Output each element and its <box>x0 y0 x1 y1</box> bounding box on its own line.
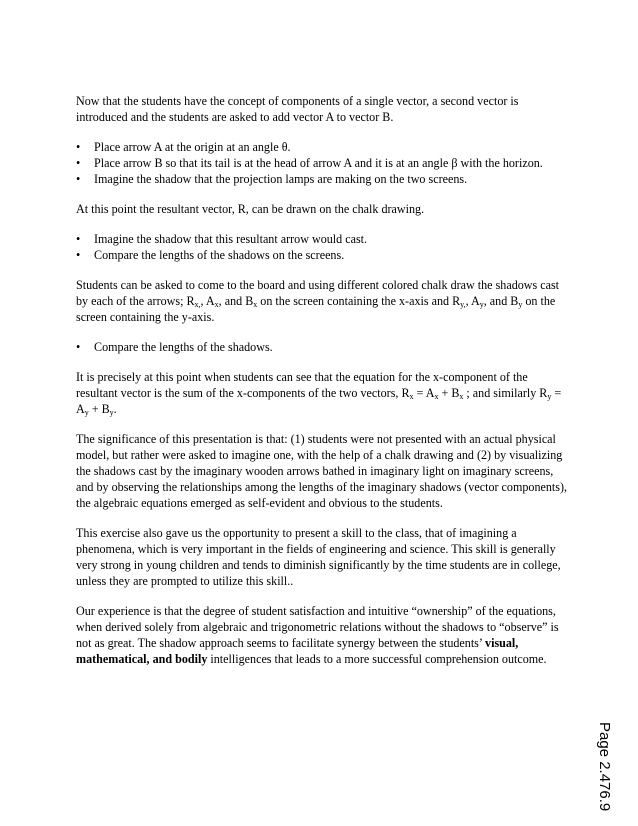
text-run: on the screen containing the x-axis and R <box>257 294 461 308</box>
bullet-icon: • <box>76 340 81 354</box>
text-run: on the screen containing the y-axis. <box>76 294 556 324</box>
subscript: y <box>479 300 484 309</box>
subscript: y, <box>460 300 466 309</box>
bullet-list-2 <box>76 231 572 263</box>
paragraph-resultant: At this point the resultant vector, R, can be drawn on the chalk drawing. <box>76 202 425 216</box>
text-run: + B <box>88 402 110 416</box>
subscript: y <box>518 300 523 309</box>
subscript: y <box>109 408 114 417</box>
bold-text: visual, mathematical, and bodily <box>76 636 519 666</box>
paragraph-intro: Now that the students have the concept of components of a single vector, a second vector is introduced and the students are asked to add vector A to vector B. <box>76 94 519 124</box>
list-item-text: Imagine the shadow that this resultant arrow would cast. <box>94 232 368 246</box>
subscript: x <box>409 392 414 401</box>
list-item-text: Place arrow B so that its tail is at the head of arrow A and it is at an angle β with the horizon. <box>94 156 543 170</box>
text-run: , A <box>465 294 480 308</box>
text-run: , A <box>200 294 215 308</box>
text-run: , and B <box>218 294 254 308</box>
text-run: intelligences that leads to a more successful comprehension outcome. <box>207 652 547 666</box>
list-item <box>76 339 572 355</box>
list-item-text: Compare the lengths of the shadows on the screens. <box>94 248 345 262</box>
list-item-text: Compare the lengths of the shadows. <box>94 340 273 354</box>
subscript: y <box>547 392 552 401</box>
paragraph-students-board <box>76 277 572 325</box>
text-run: . <box>113 402 117 416</box>
text-run: Our experience is that the degree of student satisfaction and intuitive “ownership” of the equations, when derived solely from algebraic and trigonometric relations without the shadows to “observe” is not as great. The shadow approach seems to facilitate synergy between the students’ <box>76 604 559 650</box>
subscript: x <box>253 300 258 309</box>
subscript: x <box>459 392 464 401</box>
bullet-icon: • <box>76 248 81 262</box>
list-item <box>76 231 572 247</box>
bullet-list-3 <box>76 339 572 355</box>
list-item-text: Place arrow A at the origin at an angle θ. <box>94 140 291 154</box>
bullet-icon: • <box>76 140 81 154</box>
text-run: = A <box>76 386 562 416</box>
list-item <box>76 139 572 155</box>
text-run: + B <box>438 386 460 400</box>
text-run: It is precisely at this point when students can see that the equation for the x-component of the resultant vector is the sum of the x-components of the two vectors, R <box>76 370 528 400</box>
paragraph-significance: The significance of this presentation is that: (1) students were not presented with an actual physical model, but rather were asked to imagine one, with the help of a chalk drawing and (2) by visualizing the shadows cast by the imaginary wooden arrows bathed in imaginary light on imaginary screens, and by observing the relationships among the lengths of the imaginary shadows (vector components), the algebraic equations emerged as self-evident and obvious to the students. <box>76 432 568 510</box>
paragraph-exercise: This exercise also gave us the opportunity to present a skill to the class, that of imagining a phenomena, which is very important in the fields of engineering and science. This skill is generally very strong in young children and tends to diminish significantly by the time students are in college, unless they are prompted to utilize this skill.. <box>76 526 561 588</box>
paragraph-experience <box>76 603 572 667</box>
paragraph-equation <box>76 369 572 417</box>
bullet-icon: • <box>76 232 81 246</box>
bullet-list-1 <box>76 139 572 187</box>
subscript: x <box>434 392 439 401</box>
bullet-icon: • <box>76 156 81 170</box>
body-text <box>76 93 572 681</box>
text-run: , and B <box>483 294 519 308</box>
subscript: x <box>214 300 219 309</box>
list-item <box>76 155 572 171</box>
subscript: y <box>84 408 89 417</box>
text-run: = A <box>413 386 435 400</box>
list-item-text: Imagine the shadow that the projection lamps are making on the two screens. <box>94 172 468 186</box>
list-item <box>76 171 572 187</box>
bullet-icon: • <box>76 172 81 186</box>
list-item <box>76 247 572 263</box>
subscript: x, <box>194 300 201 309</box>
text-run: ; and similarly R <box>463 386 548 400</box>
page-number: Page 2.476.9 <box>596 722 613 812</box>
text-run: Students can be asked to come to the board and using different colored chalk draw the shadows cast by each of the arrows; R <box>76 278 560 308</box>
